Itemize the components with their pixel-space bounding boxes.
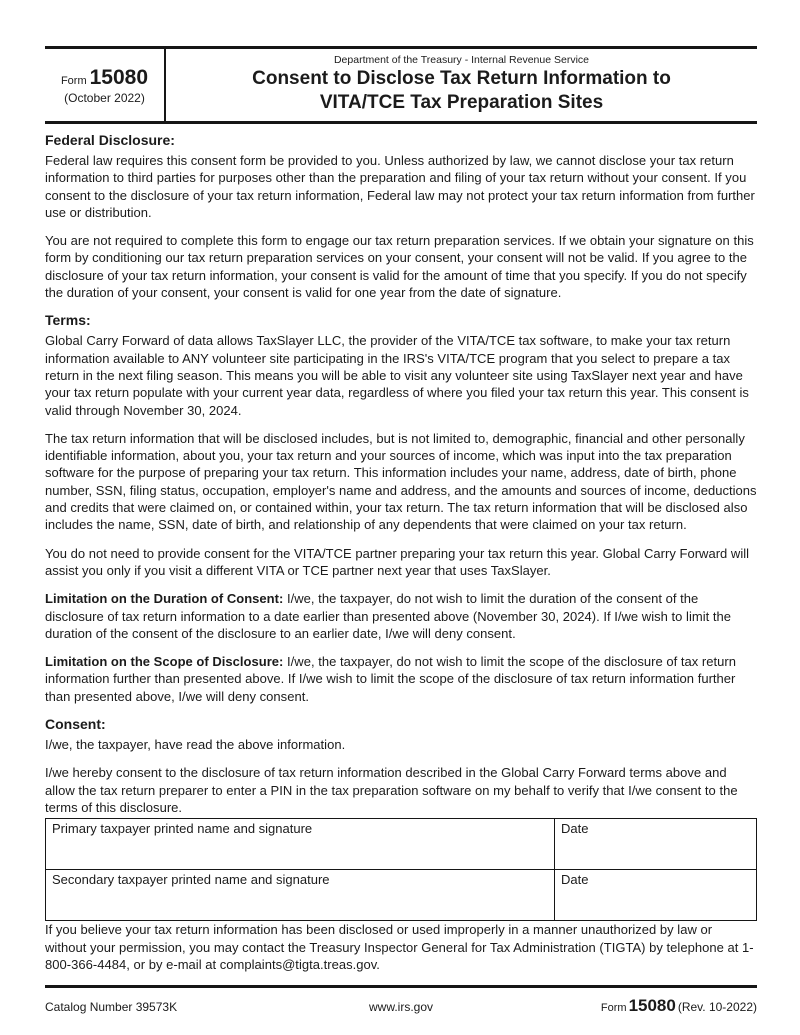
section-federal-disclosure [45, 132, 757, 301]
limitation-duration-text: I/we, the taxpayer, do not wish to limit the duration of the consent of the disclosure of tax return information to a date earlier than presented above (November 30, 2024). If I/we wish to limit the duration of the consent of the disclosure to an earlier date, I/we will deny consent. [45, 591, 732, 641]
secondary-date-label: Date [561, 872, 589, 888]
footer-form-id [506, 996, 757, 1016]
limitation-duration-lead: Limitation on the Duration of Consent: [45, 591, 284, 607]
limitation-scope-paragraph [45, 653, 757, 705]
primary-date-label: Date [561, 821, 589, 837]
form-header [45, 46, 757, 124]
footer-form-number: 15080 [628, 996, 676, 1015]
form-footer [45, 985, 757, 1016]
catalog-number: Catalog Number 39573K [45, 1000, 178, 1014]
signature-row-primary [46, 819, 757, 870]
terms-paragraph-no-consent-needed: You do not need to provide consent for the VITA/TCE partner preparing your tax return this year. Global Carry Forward will assist you only if you visit a different VITA or TCE partner next year that uses TaxSlayer. [45, 545, 750, 578]
primary-date-field[interactable] [561, 836, 754, 866]
secondary-signature-label: Secondary taxpayer printed name and signature [52, 872, 330, 888]
form-number: 15080 [89, 65, 149, 89]
secondary-signature-field[interactable] [52, 887, 552, 917]
federal-disclosure-heading: Federal Disclosure: [45, 132, 175, 148]
secondary-date-field[interactable] [561, 887, 754, 917]
signature-table [45, 818, 757, 921]
primary-signature-field[interactable] [52, 836, 552, 866]
federal-disclosure-paragraph-1: Federal law requires this consent form be provided to you. Unless authorized by law, we cannot disclose your tax return information to third parties for purposes other than the preparation and filing of your tax return without your consent. If you consent to the disclosure of your tax return information, Federal law may not protect your tax return information from further use or distribution. [45, 153, 755, 220]
tigta-notice: If you believe your tax return information has been disclosed or used improperly in a manner unauthorized by law or without your permission, you may contact the Treasury Inspector General for Tax Administration (TIGTA) by telephone at 1-800-366-4484, or by e-mail at complaints@tigta.treas.gov. [45, 922, 754, 972]
terms-paragraph-disclosed-info: The tax return information that will be disclosed includes, but is not limited to, demographic, financial and other personally identifiable information, about you, your tax return and your sources of income, which was input into the tax preparation software for the purpose of preparing your tax return. This information includes your name, address, date of birth, phone number, SSN, filing status, occupation, employer's name and address, and the amounts and sources of income, deductions and credits that were claimed on, or contained within, your tax return. The tax return information that will be disclosed also includes the name, SSN, date of birth, and relationship of any dependents that were claimed on your tax return. [45, 430, 757, 533]
form-revision-date: (October 2022) [64, 90, 145, 105]
section-consent [45, 716, 757, 816]
footer-form-revision: (Rev. 10-2022) [677, 1000, 757, 1014]
form-title-line2: VITA/TCE Tax Preparation Sites [319, 91, 604, 113]
primary-signature-label: Primary taxpayer printed name and signature [52, 821, 313, 837]
limitation-scope-lead: Limitation on the Scope of Disclosure: [45, 654, 284, 670]
irs-website: www.irs.gov [368, 1000, 433, 1014]
consent-acknowledgement: I/we, the taxpayer, have read the above information. [45, 737, 346, 753]
primary-date-cell [555, 819, 757, 870]
consent-agreement: I/we hereby consent to the disclosure of tax return information described in the Global Carry Forward terms above and allow the tax return preparer to enter a PIN in the tax preparation software on my behalf to verify that I/we consent to the terms of this disclosure. [45, 765, 738, 815]
agency-line: Department of the Treasury - Internal Revenue Service [333, 54, 590, 66]
form-label: Form [60, 74, 87, 87]
limitation-duration-paragraph [45, 590, 757, 642]
form-title [172, 67, 751, 114]
primary-signature-cell [46, 819, 555, 870]
title-box [166, 49, 757, 121]
limitation-scope-text: I/we, the taxpayer, do not wish to limit the scope of the disclosure of tax return information further than presented above. If I/we wish to limit the scope of the disclosure of tax return information further than presented above, I/we will deny consent. [45, 654, 736, 704]
federal-disclosure-paragraph-2: You are not required to complete this form to engage our tax return preparation services. If we obtain your signature on this form by conditioning our tax return preparation services on your consent, your consent will not be valid. If you agree to the disclosure of your tax return information, your consent is valid for the amount of time that you specify. If you do not specify the duration of your consent, your consent is valid for one year from the date of signature. [45, 233, 754, 301]
footer-form-label: Form [600, 1002, 627, 1014]
consent-heading: Consent: [45, 716, 106, 733]
section-terms [45, 312, 757, 705]
terms-paragraph-global-carry-forward: Global Carry Forward of data allows TaxSlayer LLC, the provider of the VITA/TCE tax software, to make your tax return information available to ANY volunteer site participating in the IRS's VITA/TCE program that you select to prepare a tax return in the next filing season. This means you will be able to visit any volunteer site using TaxSlayer next year and have your tax return populate with your current year data, regardless of where you filed your tax return this year. This consent is valid through November 30, 2024. [45, 333, 749, 418]
form-number-box [45, 49, 166, 121]
terms-heading: Terms: [45, 312, 91, 329]
secondary-date-cell [555, 870, 757, 921]
signature-row-secondary [46, 870, 757, 921]
form-number-line [61, 66, 148, 90]
secondary-signature-cell [46, 870, 555, 921]
form-title-line1: Consent to Disclose Tax Return Information to [252, 68, 671, 89]
